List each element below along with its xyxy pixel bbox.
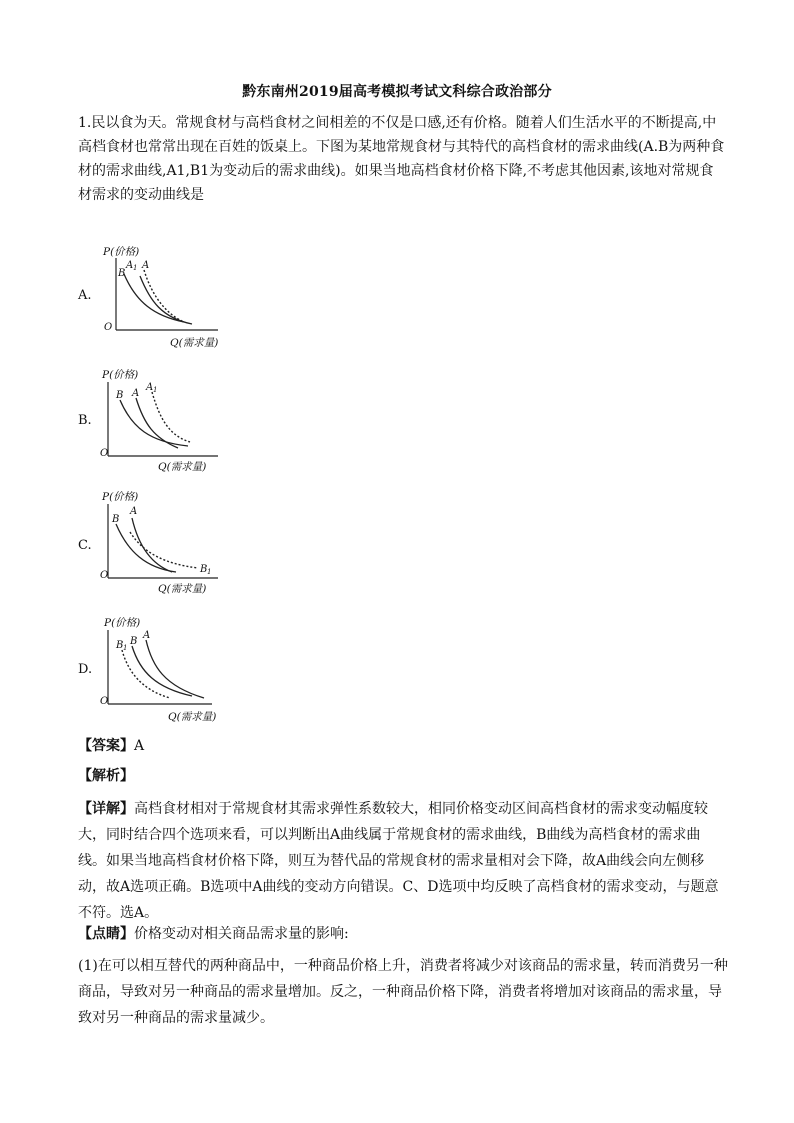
answer-line <box>78 734 728 758</box>
page-title: 黔东南州2019届高考模拟考试文科综合政治部分 <box>242 84 552 100</box>
option-d-graph <box>100 616 230 724</box>
curve-a1 <box>152 392 190 442</box>
option-b-label: B. <box>78 413 92 428</box>
tip-text: 价格变动对相关商品需求量的影响: <box>134 926 349 942</box>
question-stem <box>78 111 726 207</box>
curve-label-b1-sub: 1 <box>123 644 128 652</box>
analysis-line <box>78 764 728 788</box>
curve-a <box>132 518 172 572</box>
curve-a <box>146 640 204 698</box>
curve-label-b1-sub: 1 <box>207 568 212 576</box>
option-c-graph <box>100 492 230 596</box>
curve-label-b: B <box>112 514 120 525</box>
answer-tag: 【答案】 <box>78 738 134 754</box>
y-axis-label: P(价格) <box>102 369 139 381</box>
curve-label-a: A <box>132 388 140 399</box>
y-axis-label: P(价格) <box>102 491 139 503</box>
curve-a <box>136 398 178 448</box>
analysis-tag: 【解析】 <box>78 768 134 784</box>
curve-label-a1-sub: 1 <box>153 386 158 394</box>
tip-tag: 【点睛】 <box>78 926 134 942</box>
option-a-label: A. <box>78 288 92 303</box>
option-a-graph <box>100 246 230 348</box>
curve-label-a: A <box>143 630 151 641</box>
detail-paragraph <box>78 796 728 926</box>
curve-b <box>124 274 184 322</box>
curve-label-a1-letter: A <box>126 260 134 271</box>
x-axis-label: Q(需求量) <box>158 461 207 473</box>
option-d-label: D. <box>78 662 93 677</box>
detail-tag: 【详解】 <box>78 801 134 817</box>
curve-label-b: B <box>130 636 138 647</box>
y-axis-label: P(价格) <box>103 246 140 258</box>
option-b-graph <box>100 370 230 474</box>
curve-label-b: B <box>116 390 124 401</box>
detail-text: 高档食材相对于常规食材其需求弹性系数较大，相同价格变动区间高档食材的需求变动幅度较大，同时结合四个选项来看，可以判断出A曲线属于常规食材的需求曲线，B曲线为高档食材的需求曲线。如果当地高档食材价格下降，则互为替代品的常规食材的需求量相对会下降，故A曲线会向左侧移动，故A选项正确。B选项中A曲线的变动方向错误。C、D选项中均反映了高档食材的需求变动，与题意不符。选A。 <box>78 801 719 921</box>
curve-label-b: B <box>118 268 126 279</box>
option-c-label: C. <box>78 538 92 553</box>
tip-point: (1)在可以相互替代的两种商品中，一种商品价格上升，消费者将减少对该商品的需求量，转而消费另一种商品，导致对另一种商品的需求量增加。反之，一种商品价格下降，消费者将增加对该商品的需求量，导致对另一种商品的需求量减少。 <box>78 958 728 1026</box>
curve-label-a: A <box>142 260 150 271</box>
curve-label-a: A <box>130 506 138 517</box>
curve-label-a1-sub: 1 <box>133 264 138 272</box>
tip-line <box>78 922 728 946</box>
origin-label: O <box>104 322 113 333</box>
question-text: 民以食为天。常规食材与高档食材之间相差的不仅是口感,还有价格。随着人们生活水平的不断提高,中高档食材也常常出现在百姓的饭桌上。下图为某地常规食材与其特代的高档食材的需求曲线(A.B为两种食材的需求曲线,A1,B1为变动后的需求曲线)。如果当地高档食材价格下降,不考虑其他因素,该地对常规食材需求的变动曲线是 <box>78 115 725 203</box>
answer-value: A <box>134 738 145 754</box>
curve-b <box>120 400 188 446</box>
x-axis-label: Q(需求量) <box>170 337 219 349</box>
origin-label: O <box>100 448 109 459</box>
x-axis-label: Q(需求量) <box>168 711 217 723</box>
question-number: 1. <box>78 115 92 131</box>
curve-b1 <box>130 532 198 568</box>
y-axis-label: P(价格) <box>104 617 141 629</box>
curve-b <box>132 646 192 696</box>
curve-b <box>116 524 176 572</box>
origin-label: O <box>100 696 109 707</box>
x-axis-label: Q(需求量) <box>158 583 207 595</box>
origin-label: O <box>100 570 109 581</box>
curve-label-a1-letter: A <box>146 382 154 393</box>
curve-label-b1-letter: B <box>200 564 208 575</box>
curve-label-b1-letter: B <box>116 640 124 651</box>
